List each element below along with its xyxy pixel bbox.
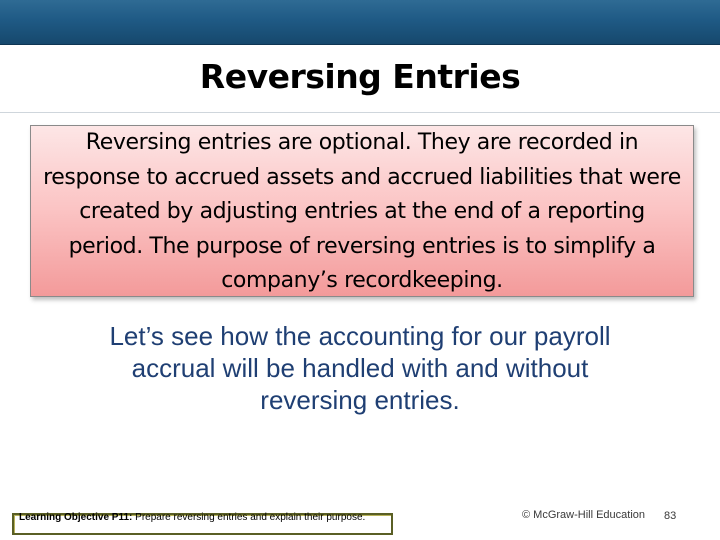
header-bar — [0, 0, 720, 45]
lead-paragraph: Let’s see how the accounting for our payroll accrual will be handled with and without reversing entries. — [109, 321, 611, 415]
callout-text: Reversing entries are optional. They are recorded in response to accrued assets and accrued liabilities that were created by adjusting entries at the end of a reporting period. The purpose of reversing entries is to simplify a company’s recordkeeping. — [43, 130, 681, 293]
title-divider — [0, 112, 720, 113]
slide-title: Reversing Entries — [199, 57, 521, 96]
learning-objective-text: Prepare reversing entries and explain their purpose. — [132, 512, 366, 523]
learning-objective-label: Learning Objective P11: — [19, 512, 133, 523]
learning-objective — [19, 512, 369, 524]
definition-callout — [30, 125, 694, 297]
copyright-notice: © McGraw-Hill Education — [522, 509, 646, 521]
page-number: 83 — [664, 510, 677, 522]
